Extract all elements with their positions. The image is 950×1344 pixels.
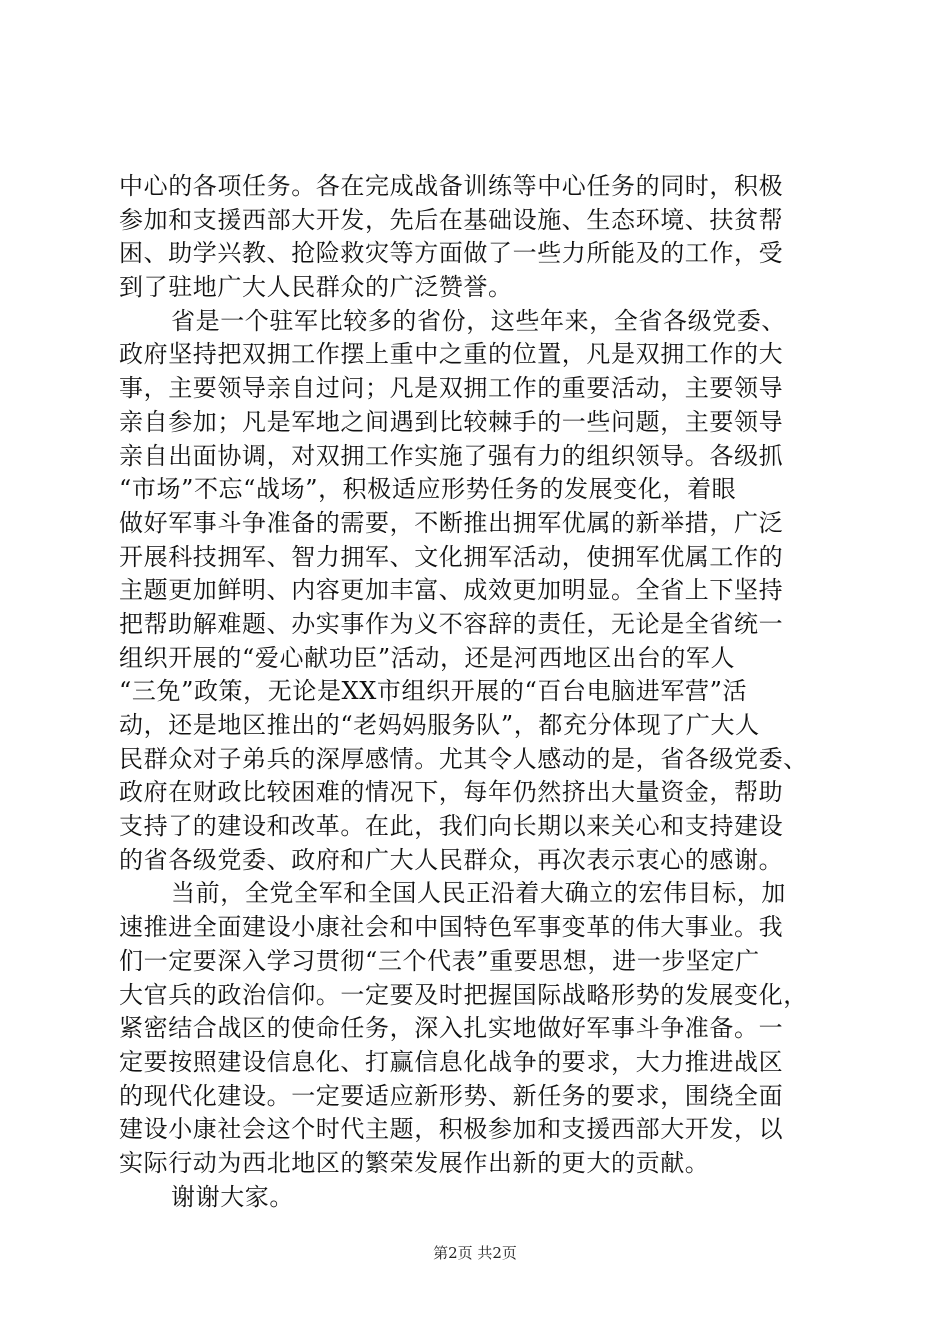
text-line: 支持了的建设和改革。在此，我们向长期以来关心和支持建设 [119, 812, 784, 841]
paragraph-first-line: 省是一个驻军比较多的省份，这些年来，全省各级党委、 [171, 306, 786, 335]
text-line: 主题更加鲜明、内容更加丰富、成效更加明显。全省上下坚持 [119, 576, 784, 605]
text-line: 大官兵的政治信仰。一定要及时把握国际战略形势的发展变化， [119, 980, 808, 1009]
text-line: 紧密结合战区的使命任务，深入扎实地做好军事斗争准备。一 [119, 1014, 784, 1043]
text-line: 事，主要领导亲自过问；凡是双拥工作的重要活动，主要领导 [119, 374, 784, 403]
closing-line: 谢谢大家。 [171, 1182, 294, 1211]
text-line: 做好军事斗争准备的需要，不断推出拥军优属的新举措，广泛 [119, 508, 784, 537]
text-line: 到了驻地广大人民群众的广泛赞誉。 [119, 273, 513, 302]
text-line: 政府在财政比较困难的情况下，每年仍然挤出大量资金，帮助 [119, 778, 784, 807]
text-line: 民群众对子弟兵的深厚感情。尤其令人感动的是，省各级党委、 [119, 744, 808, 773]
text-line: 中心的各项任务。各在完成战备训练等中心任务的同时，积极 [119, 172, 784, 200]
text-line: “市场”不忘“战场”，积极适应形势任务的发展变化，着眼 [119, 475, 737, 504]
text-line: 把帮助解难题、办实事作为义不容辞的责任，无论是全省统一 [119, 609, 784, 638]
text-line: 参加和支援西部大开发，先后在基础设施、生态环境、扶贫帮 [119, 205, 784, 234]
text-line: 亲自参加；凡是军地之间遇到比较棘手的一些问题，主要领导 [119, 407, 784, 436]
text-line: 政府坚持把双拥工作摆上重中之重的位置，凡是双拥工作的大 [119, 340, 784, 369]
text-line: 亲自出面协调，对双拥工作实施了强有力的组织领导。各级抓 [119, 441, 784, 470]
text-line: 的省各级党委、政府和广大人民群众，再次表示衷心的感谢。 [119, 845, 784, 874]
text-line: 们一定要深入学习贯彻“三个代表”重要思想，进一步坚定广 [119, 946, 760, 975]
text-line: 定要按照建设信息化、打赢信息化战争的要求，大力推进战区 [119, 1047, 784, 1076]
text-line: 的现代化建设。一定要适应新形势、新任务的要求，围绕全面 [119, 1081, 784, 1110]
text-line: 组织开展的“爱心献功臣”活动，还是河西地区出台的军人 [119, 643, 736, 672]
text-line: 速推进全面建设小康社会和中国特色军事变革的伟大事业。我 [119, 913, 784, 942]
paragraph-first-line: 当前，全党全军和全国人民正沿着大确立的宏伟目标，加 [171, 879, 786, 908]
text-line: 实际行动为西北地区的繁荣发展作出新的更大的贡献。 [119, 1148, 710, 1177]
text-line: 建设小康社会这个时代主题，积极参加和支援西部大开发，以 [119, 1115, 784, 1144]
text-line: 开展科技拥军、智力拥军、文化拥军活动，使拥军优属工作的 [119, 542, 784, 571]
text-line: 困、助学兴教、抢险救灾等方面做了一些力所能及的工作，受 [119, 239, 784, 268]
document-body [119, 170, 839, 1214]
page-number-footer: 第2页 共2页 [433, 1244, 517, 1262]
text-line: 动，还是地区推出的“老妈妈服务队”，都充分体现了广大人 [119, 711, 760, 739]
text-line: “三免”政策，无论是XX市组织开展的“百台电脑进军营”活 [119, 677, 748, 706]
